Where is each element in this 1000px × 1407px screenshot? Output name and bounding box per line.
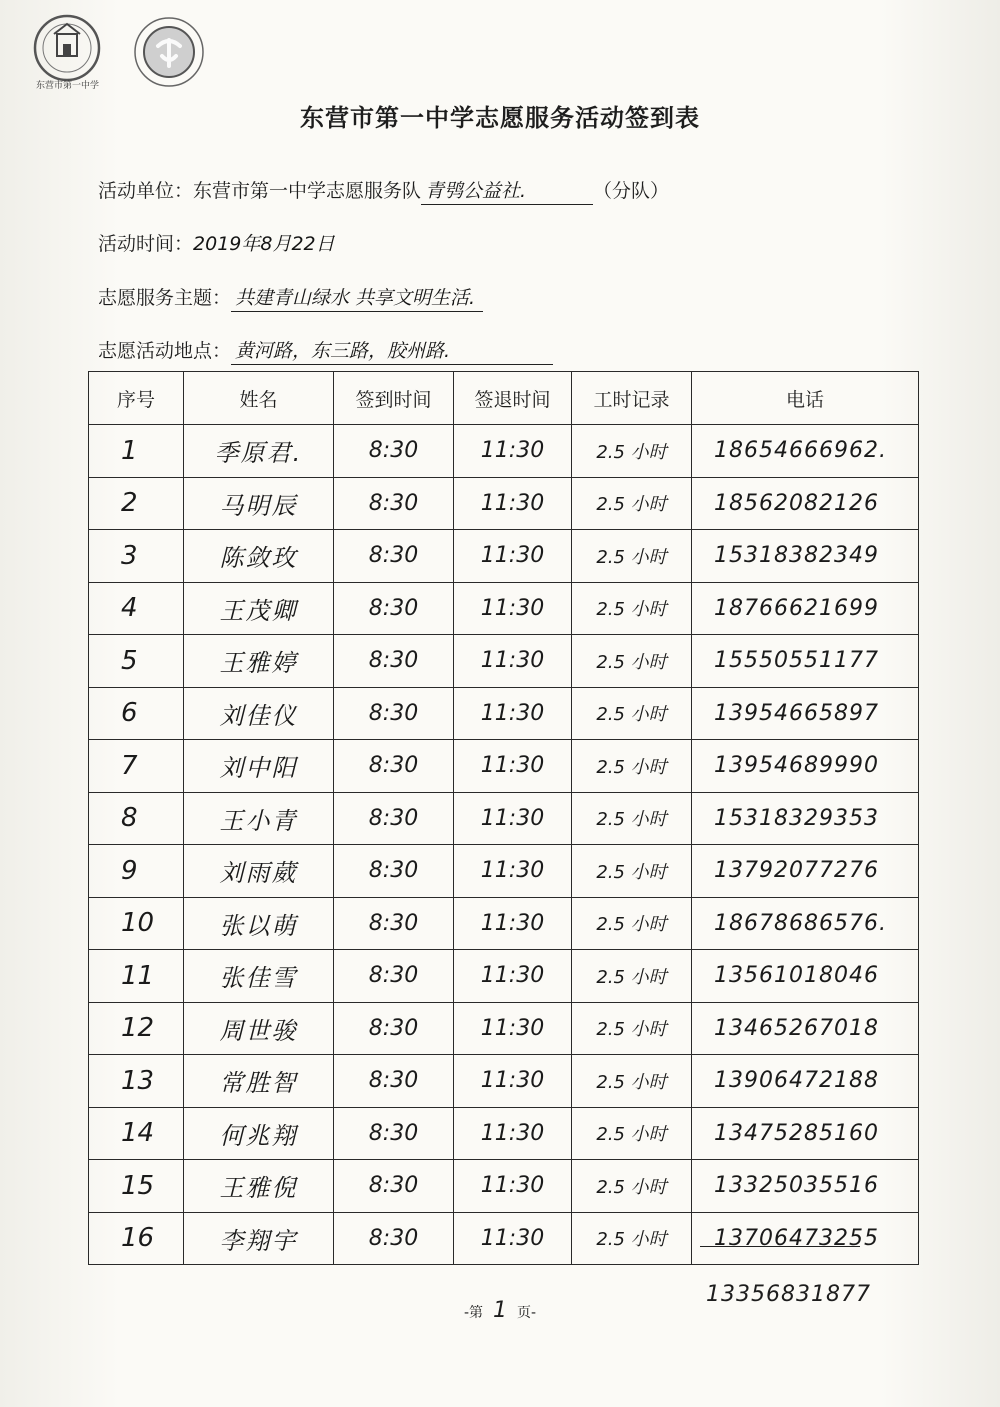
row-signin-time: 8:30 — [334, 792, 454, 845]
row-signout-time: 11:30 — [454, 582, 572, 635]
row-phone: 15318382349 — [692, 530, 919, 583]
row-number: 3 — [89, 530, 184, 583]
row-signin-time: 8:30 — [334, 740, 454, 793]
row-signout-time: 11:30 — [454, 897, 572, 950]
row-phone: 18766621699 — [692, 582, 919, 635]
table-row — [89, 1055, 919, 1108]
row-phone: 13706473255 — [692, 1212, 919, 1265]
header-no: 序号 — [89, 372, 184, 425]
strike-through-line — [700, 1246, 860, 1247]
row-name: 常胜智 — [184, 1055, 334, 1108]
row-phone: 13465267018 — [692, 1002, 919, 1055]
row-hours: 2.5 小时 — [572, 687, 692, 740]
page-footer — [0, 1298, 1000, 1323]
row-name: 马明辰 — [184, 477, 334, 530]
row-number: 5 — [89, 635, 184, 688]
table-row — [89, 530, 919, 583]
location-field — [98, 336, 553, 365]
theme-field — [98, 283, 483, 312]
row-signin-time: 8:30 — [334, 477, 454, 530]
row-signout-time: 11:30 — [454, 845, 572, 898]
row-signin-time: 8:30 — [334, 950, 454, 1003]
row-name: 王雅倪 — [184, 1160, 334, 1213]
table-row — [89, 425, 919, 478]
row-name: 王雅婷 — [184, 635, 334, 688]
table-row — [89, 1002, 919, 1055]
row-signout-time: 11:30 — [454, 1212, 572, 1265]
row-signout-time: 11:30 — [454, 477, 572, 530]
unit-field — [98, 176, 669, 205]
table-row — [89, 635, 919, 688]
table-row — [89, 477, 919, 530]
row-number: 14 — [89, 1107, 184, 1160]
row-hours: 2.5 小时 — [572, 582, 692, 635]
row-signout-time: 11:30 — [454, 1055, 572, 1108]
row-signout-time: 11:30 — [454, 530, 572, 583]
row-name: 刘中阳 — [184, 740, 334, 793]
row-number: 12 — [89, 1002, 184, 1055]
row-name: 王茂卿 — [184, 582, 334, 635]
unit-value: 青鸮公益社. — [421, 176, 593, 205]
extra-phone: 13356831877 — [706, 1282, 871, 1307]
row-name: 陈敛玫 — [184, 530, 334, 583]
row-hours: 2.5 小时 — [572, 1160, 692, 1213]
footer-suffix: 页- — [517, 1305, 537, 1321]
row-signout-time: 11:30 — [454, 687, 572, 740]
row-number: 16 — [89, 1212, 184, 1265]
logo-caption: 东营市第一中学 — [36, 81, 100, 91]
row-signin-time: 8:30 — [334, 1107, 454, 1160]
row-number: 15 — [89, 1160, 184, 1213]
row-name: 周世骏 — [184, 1002, 334, 1055]
unit-suffix: （分队） — [593, 180, 670, 202]
table-row — [89, 1107, 919, 1160]
row-hours: 2.5 小时 — [572, 425, 692, 478]
table-row — [89, 740, 919, 793]
header-hours: 工时记录 — [572, 372, 692, 425]
page-title: 东营市第一中学志愿服务活动签到表 — [300, 104, 700, 132]
table-row — [89, 845, 919, 898]
table-row — [89, 687, 919, 740]
row-number: 11 — [89, 950, 184, 1003]
table-row — [89, 1160, 919, 1213]
row-phone: 13906472188 — [692, 1055, 919, 1108]
table-row — [89, 582, 919, 635]
row-name: 张佳雪 — [184, 950, 334, 1003]
row-hours: 2.5 小时 — [572, 792, 692, 845]
row-number: 1 — [89, 425, 184, 478]
row-signin-time: 8:30 — [334, 635, 454, 688]
theme-label: 志愿服务主题： — [98, 287, 232, 309]
row-phone: 18654666962. — [692, 425, 919, 478]
header-signout: 签退时间 — [454, 372, 572, 425]
row-signin-time: 8:30 — [334, 1160, 454, 1213]
unit-label: 活动单位：东营市第一中学志愿服务队 — [98, 180, 422, 202]
row-signout-time: 11:30 — [454, 425, 572, 478]
row-phone: 13475285160 — [692, 1107, 919, 1160]
time-field — [98, 229, 335, 256]
row-hours: 2.5 小时 — [572, 740, 692, 793]
header-phone: 电话 — [692, 372, 919, 425]
row-name: 何兆翔 — [184, 1107, 334, 1160]
time-label: 活动时间： — [98, 233, 194, 255]
row-hours: 2.5 小时 — [572, 1212, 692, 1265]
table-row — [89, 950, 919, 1003]
row-name: 王小青 — [184, 792, 334, 845]
header-signin: 签到时间 — [334, 372, 454, 425]
row-signout-time: 11:30 — [454, 740, 572, 793]
location-value: 黄河路，东三路，胶州路. — [231, 336, 553, 365]
table-row — [89, 1212, 919, 1265]
row-phone: 18562082126 — [692, 477, 919, 530]
row-hours: 2.5 小时 — [572, 950, 692, 1003]
time-value: 2019年8月22日 — [193, 233, 335, 255]
table-row — [89, 792, 919, 845]
row-signin-time: 8:30 — [334, 530, 454, 583]
row-signout-time: 11:30 — [454, 950, 572, 1003]
row-number: 4 — [89, 582, 184, 635]
row-hours: 2.5 小时 — [572, 635, 692, 688]
row-signout-time: 11:30 — [454, 1160, 572, 1213]
row-number: 8 — [89, 792, 184, 845]
row-hours: 2.5 小时 — [572, 897, 692, 950]
volunteer-logo-icon — [126, 12, 212, 90]
row-number: 2 — [89, 477, 184, 530]
row-signin-time: 8:30 — [334, 425, 454, 478]
row-signout-time: 11:30 — [454, 1107, 572, 1160]
theme-value: 共建青山绿水 共享文明生活. — [231, 283, 483, 312]
row-name: 张以萌 — [184, 897, 334, 950]
page-number: 1 — [493, 1298, 507, 1323]
table-header-row — [89, 372, 919, 425]
row-signout-time: 11:30 — [454, 1002, 572, 1055]
row-signout-time: 11:30 — [454, 635, 572, 688]
row-number: 13 — [89, 1055, 184, 1108]
header-name: 姓名 — [184, 372, 334, 425]
row-signin-time: 8:30 — [334, 1055, 454, 1108]
row-number: 10 — [89, 897, 184, 950]
row-name: 季原君. — [184, 425, 334, 478]
row-hours: 2.5 小时 — [572, 1055, 692, 1108]
row-phone: 13954665897 — [692, 687, 919, 740]
row-phone: 13792077276 — [692, 845, 919, 898]
signin-table — [88, 371, 919, 1265]
table-row — [89, 897, 919, 950]
row-hours: 2.5 小时 — [572, 477, 692, 530]
row-hours: 2.5 小时 — [572, 530, 692, 583]
row-phone: 15318329353 — [692, 792, 919, 845]
row-number: 6 — [89, 687, 184, 740]
row-signin-time: 8:30 — [334, 845, 454, 898]
row-phone: 13954689990 — [692, 740, 919, 793]
row-number: 7 — [89, 740, 184, 793]
row-signin-time: 8:30 — [334, 687, 454, 740]
row-signin-time: 8:30 — [334, 582, 454, 635]
row-hours: 2.5 小时 — [572, 845, 692, 898]
footer-prefix: -第 — [463, 1305, 483, 1321]
row-name: 刘雨葳 — [184, 845, 334, 898]
row-phone: 13325035516 — [692, 1160, 919, 1213]
row-signout-time: 11:30 — [454, 792, 572, 845]
row-signin-time: 8:30 — [334, 1002, 454, 1055]
location-label: 志愿活动地点： — [98, 340, 232, 362]
row-number: 9 — [89, 845, 184, 898]
row-signin-time: 8:30 — [334, 1212, 454, 1265]
row-phone: 13561018046 — [692, 950, 919, 1003]
row-name: 李翔宇 — [184, 1212, 334, 1265]
row-hours: 2.5 小时 — [572, 1002, 692, 1055]
row-phone: 15550551177 — [692, 635, 919, 688]
row-phone: 18678686576. — [692, 897, 919, 950]
row-hours: 2.5 小时 — [572, 1107, 692, 1160]
row-name: 刘佳仪 — [184, 687, 334, 740]
row-signin-time: 8:30 — [334, 897, 454, 950]
